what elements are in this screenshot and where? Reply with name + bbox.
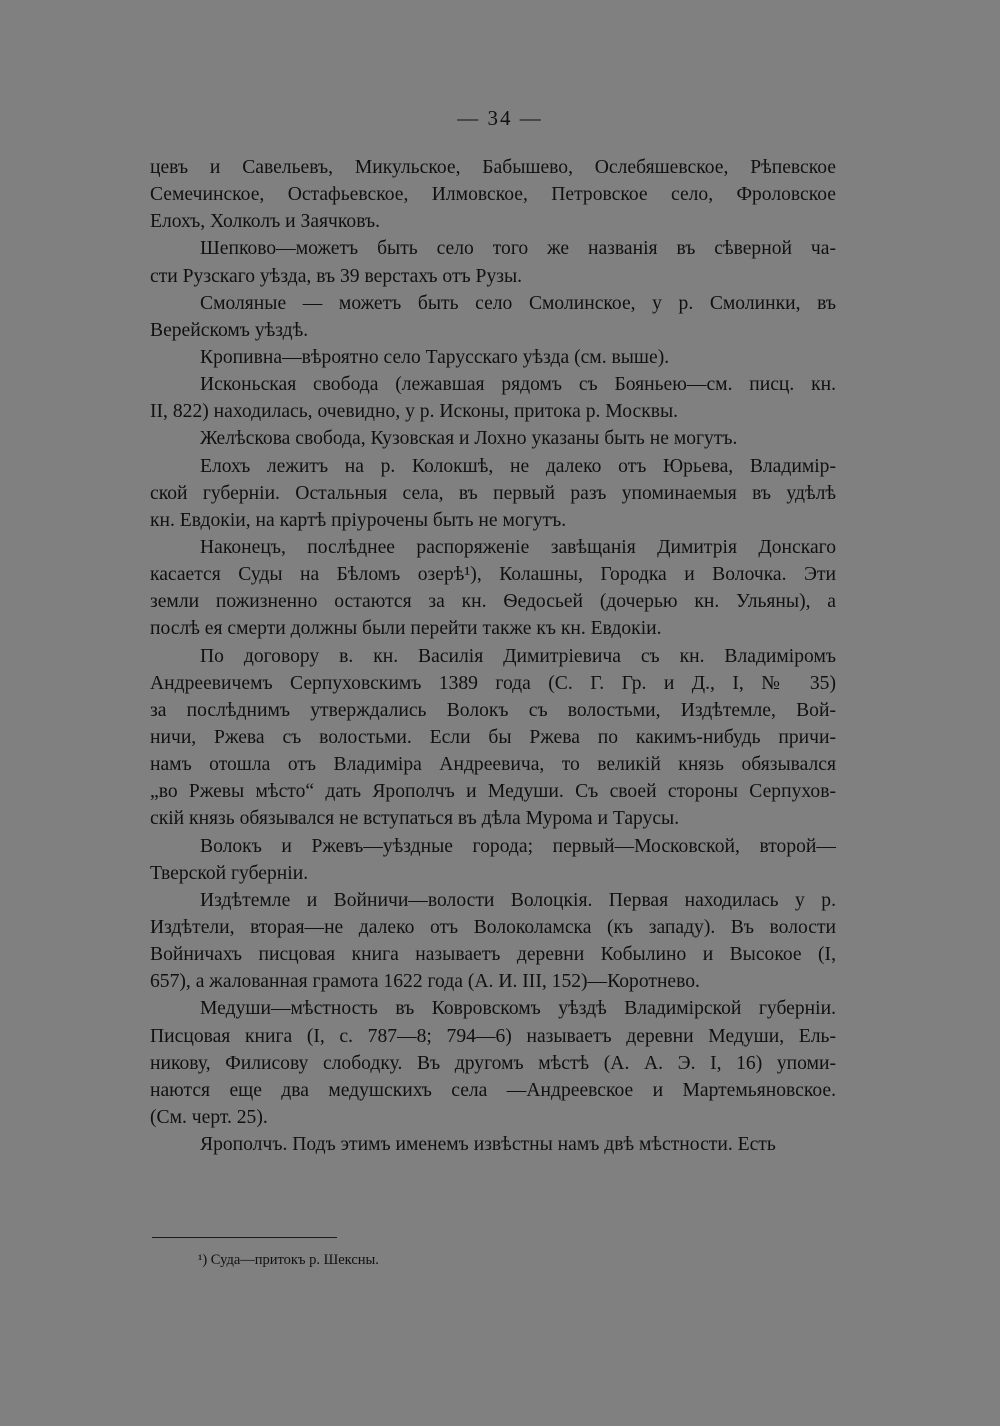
paragraph bbox=[150, 154, 836, 235]
text-line: за послѣднимъ утверждались Волокъ съ волостьми, Издѣтемле, Вой- bbox=[150, 699, 836, 721]
footnote: ¹) Суда—притокъ р. Шексны. bbox=[198, 1252, 379, 1268]
text-line: Волокъ и Ржевъ—уѣздные города; первый—Московской, второй— bbox=[200, 835, 836, 857]
text-line: Писцовая книга (I, с. 787—8; 794—6) называетъ деревни Медуши, Ель- bbox=[150, 1025, 836, 1047]
text-line: Смоляные — можетъ быть село Смолинское, у р. Смолинки, въ bbox=[200, 292, 836, 314]
paragraph bbox=[150, 235, 836, 289]
text-line: Елохъ лежитъ на р. Колокшѣ, не далеко отъ Юрьева, Владимір- bbox=[200, 455, 836, 477]
text-line: Кропивна—вѣроятно село Тарусскаго уѣзда (см. выше). bbox=[200, 346, 670, 368]
body-text bbox=[150, 154, 836, 1158]
paragraph bbox=[150, 534, 836, 643]
text-line: цевъ и Савельевъ, Микульское, Бабышево, Ослебяшевское, Рѣпевское bbox=[150, 157, 836, 178]
text-line: Издѣтемле и Войничи—волости Волоцкія. Первая находилась у р. bbox=[200, 889, 836, 911]
paragraph bbox=[150, 643, 836, 833]
text-line: послѣ ея смерти должны были перейти также къ кн. Евдокіи. bbox=[150, 618, 662, 640]
page-number: — 34 — bbox=[457, 106, 543, 130]
text-line: II, 822) находилась, очевидно, у р. Исконы, притока р. Москвы. bbox=[150, 401, 679, 423]
text-line: Исконьская свобода (лежавшая рядомъ съ Бояньею—см. писц. кн. bbox=[200, 374, 836, 396]
paragraph bbox=[150, 290, 836, 344]
text-line: (См. черт. 25). bbox=[150, 1106, 268, 1128]
text-line: никову, Филисову слободку. Въ другомъ мѣстѣ (А. А. Э. I, 16) упоми- bbox=[150, 1052, 836, 1074]
text-line: Желѣскова свобода, Кузовская и Лохно указаны быть не могутъ. bbox=[200, 428, 738, 450]
paragraph bbox=[150, 995, 836, 1131]
text-line: „во Ржевы мѣсто“ дать Ярополчъ и Медуши. Съ своей стороны Серпухов- bbox=[150, 781, 836, 803]
text-line: Наконецъ, послѣднее распоряженіе завѣщанія Димитрія Донскаго bbox=[200, 536, 836, 558]
paragraph bbox=[150, 1131, 836, 1158]
paragraph bbox=[150, 887, 836, 996]
text-line: наются еще два медушскихъ села —Андреевское и Мартемьяновское. bbox=[150, 1079, 836, 1101]
text-line: Семечинское, Остафьевское, Илмовское, Петровское село, Фроловское bbox=[150, 184, 836, 206]
text-line: скій князь обязывался не вступаться въ дѣла Мурома и Тарусы. bbox=[150, 808, 680, 830]
text-line: касается Суды на Бѣломъ озерѣ¹), Колашны, Городка и Волочка. Эти bbox=[150, 564, 836, 586]
text-line: Верейскомъ уѣздѣ. bbox=[150, 319, 309, 341]
text-line: сти Рузскаго уѣзда, въ 39 верстахъ отъ Рузы. bbox=[150, 265, 523, 287]
text-line: Войничахъ писцовая книга называетъ деревни Кобылино и Высокое (I, bbox=[150, 944, 836, 966]
text-line: Тверской губерніи. bbox=[150, 862, 309, 884]
text-line: Шепково—можетъ быть село того же названія въ сѣверной ча- bbox=[200, 238, 836, 260]
text-line: Андреевичемъ Серпуховскимъ 1389 года (С. Г. Гр. и Д., I, № 35) bbox=[150, 672, 836, 694]
text-line: намъ отошла отъ Владиміра Андреевича, то великій князь обязывался bbox=[150, 754, 836, 776]
footnote-divider bbox=[152, 1237, 337, 1238]
text-line: кн. Евдокіи, на картѣ пріурочены быть не могутъ. bbox=[150, 509, 567, 531]
text-line: Ярополчъ. Подъ этимъ именемъ извѣстны намъ двѣ мѣстности. Есть bbox=[200, 1134, 776, 1156]
paragraph bbox=[150, 371, 836, 425]
text-line: Издѣтели, вторая—не далеко отъ Волоколамска (къ западу). Въ волости bbox=[150, 916, 836, 938]
paragraph bbox=[150, 833, 836, 887]
text-line: Медуши—мѣстность въ Ковровскомъ уѣздѣ Владимірской губерніи. bbox=[200, 998, 836, 1020]
text-line: По договору в. кн. Василія Димитріевича съ кн. Владиміромъ bbox=[200, 645, 836, 667]
text-line: земли пожизненно остаются за кн. Ѳедосьей (дочерью кн. Ульяны), а bbox=[150, 591, 836, 613]
paragraph bbox=[150, 453, 836, 534]
paragraph bbox=[150, 425, 836, 452]
paragraph bbox=[150, 344, 836, 371]
text-line: ничи, Ржева съ волостьми. Если бы Ржева по какимъ-нибудь причи- bbox=[150, 726, 836, 748]
text-line: ской губерніи. Остальныя села, въ первый разъ упоминаемыя въ удѣлѣ bbox=[150, 482, 836, 504]
text-line: Елохъ, Холколъ и Заячковъ. bbox=[150, 211, 381, 233]
text-line: 657), а жалованная грамота 1622 года (А. И. III, 152)—Коротнево. bbox=[150, 971, 700, 993]
